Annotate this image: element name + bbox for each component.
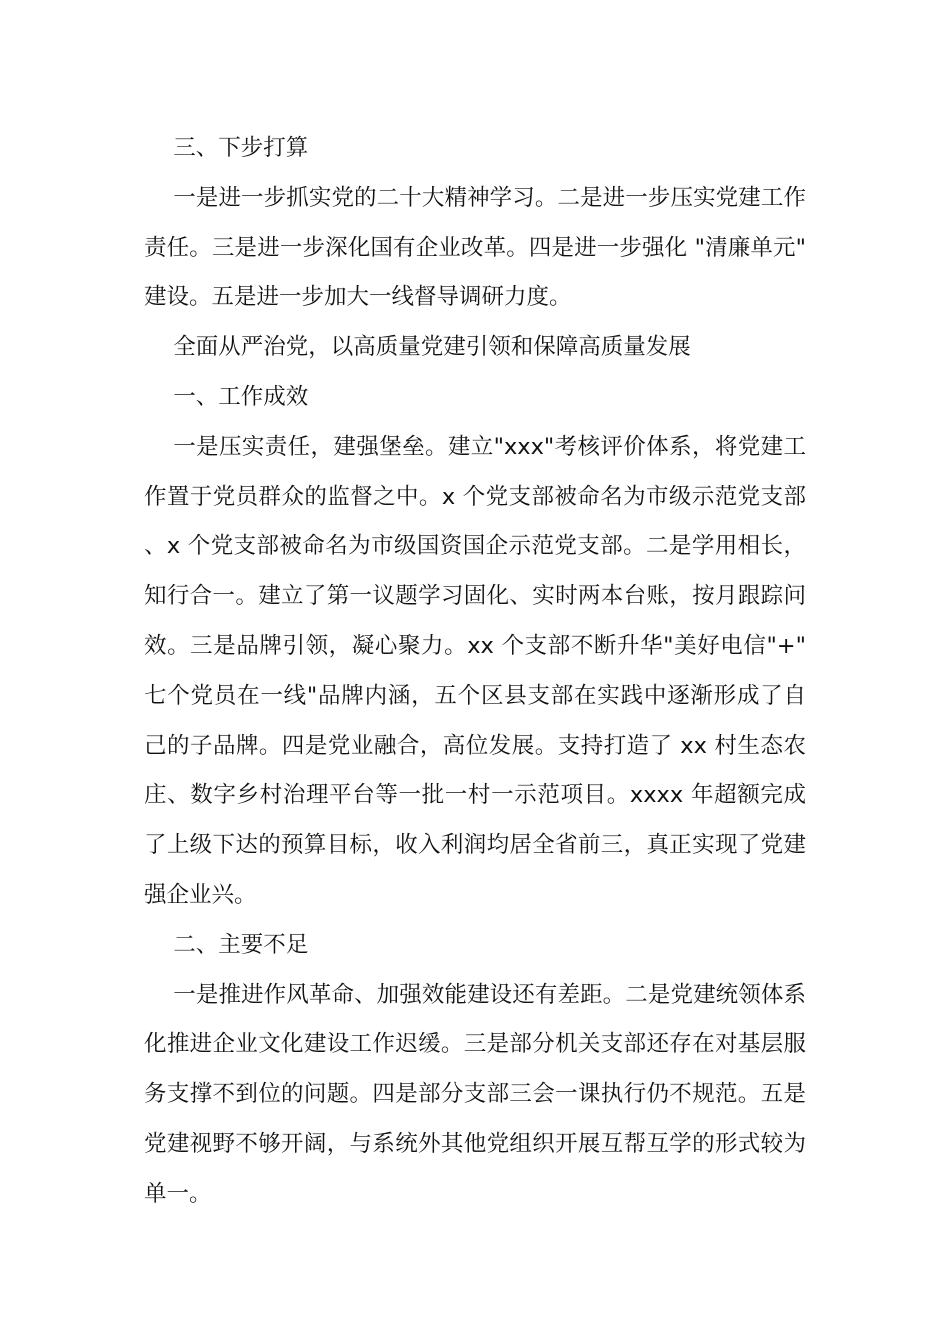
article-title: 全面从严治党，以高质量党建引领和保障高质量发展: [173, 334, 691, 361]
section-2-paragraph: 一是推进作风革命、加强效能建设还有差距。二是党建统领体系化推进企业文化建设工作迟缓。三是部分机关支部还存在对基层服务支撑不到位的问题。四是部分支部三会一课执行仍不规范。五是党建视野不够开阔，与系统外其他党组织开展互帮互学的形式较为单一。: [144, 981, 806, 1207]
section-2-heading: 二、主要不足: [173, 931, 309, 958]
section-3-paragraph: 一是进一步抓实党的二十大精神学习。二是进一步压实党建工作责任。三是进一步深化国有企业改革。四是进一步强化 "清廉单元"建设。五是进一步加大一线督导调研力度。: [144, 184, 806, 311]
section-3-heading: 三、下步打算: [173, 135, 309, 161]
section-1-heading: 一、工作成效: [173, 383, 309, 410]
section-1-paragraph: 一是压实责任，建强堡垒。建立"xxx"考核评价体系，将党建工作置于党员群众的监督之中。x 个党支部被命名为市级示范党支部、x 个党支部被命名为市级国资国企示范党支部。二是学用相长，知行合一。建立了第一议题学习固化、实时两本台账，按月跟踪问效。三是品牌引领，凝心聚力。xx 个支部不断升华"美好电信"+"七个党员在一线"品牌内涵，五个区县支部在实践中逐渐形成了自己的子品牌。四是党业融合，高位发展。支持打造了 xx 村生态农庄、数字乡村治理平台等一批一村一示范项目。xxxx 年超额完成了上级下达的预算目标，收入利润均居全省前三，真正实现了党建强企业兴。: [144, 433, 806, 908]
document-body: [144, 124, 806, 1220]
